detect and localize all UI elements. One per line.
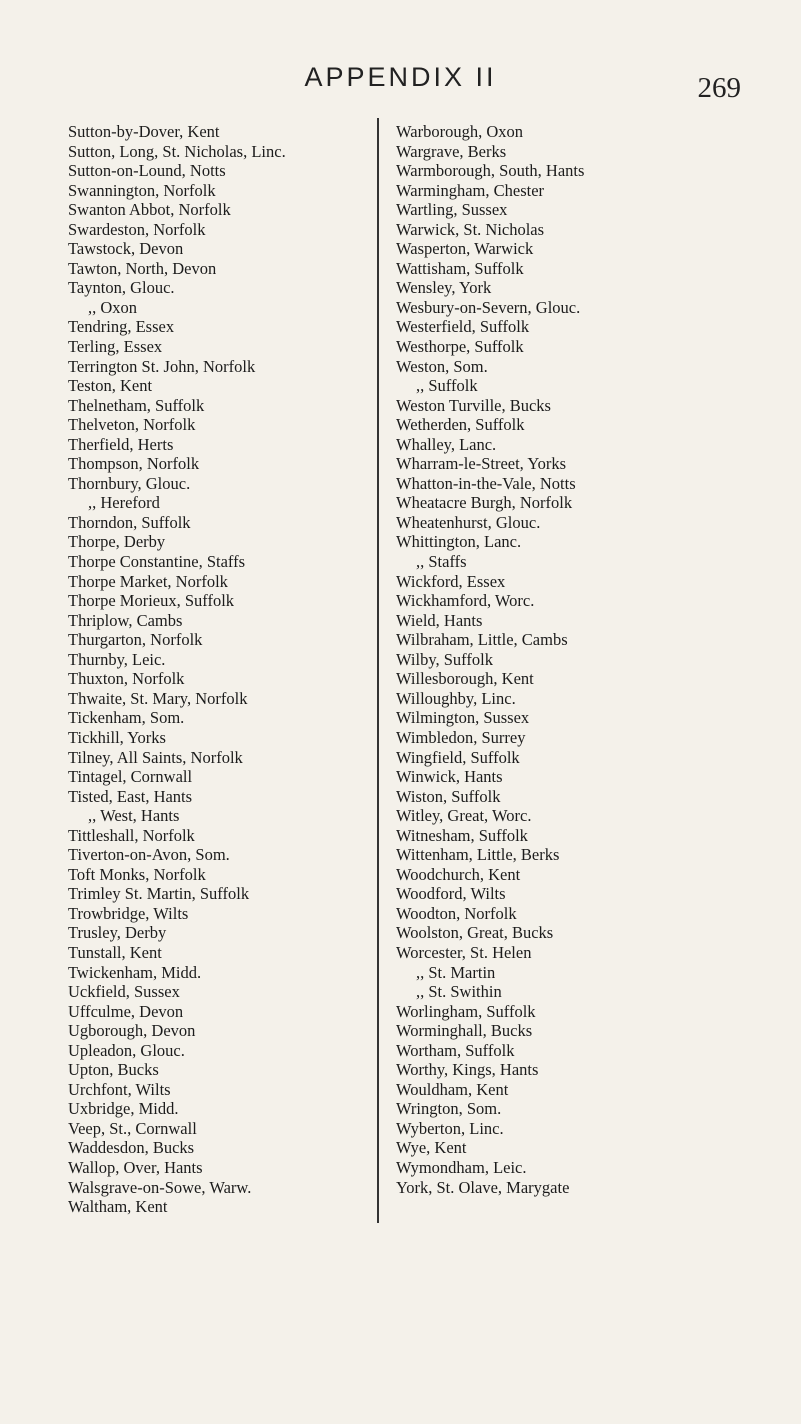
place-entry: ,, Staffs <box>416 552 467 572</box>
place-entry: Woodford, Wilts <box>396 884 506 904</box>
place-entry: Terrington St. John, Norfolk <box>68 356 256 376</box>
place-entry: Wickford, Essex <box>396 571 506 591</box>
place-entry: Whalley, Lanc. <box>396 434 497 454</box>
place-entry: Wittenham, Little, Berks <box>396 845 560 865</box>
place-entry: Wilmington, Sussex <box>396 708 530 728</box>
place-entry: Sutton, Long, St. Nicholas, Linc. <box>68 141 286 161</box>
place-entry: Warborough, Oxon <box>396 122 523 141</box>
place-entry: Uxbridge, Midd. <box>68 1099 179 1119</box>
place-entry: Warwick, St. Nicholas <box>396 219 545 239</box>
place-entry: ,, St. Swithin <box>416 982 502 1002</box>
place-entry: Thelnetham, Suffolk <box>68 395 205 415</box>
place-entry: Warmingham, Chester <box>396 180 545 200</box>
place-entry: Wasperton, Warwick <box>396 239 534 259</box>
place-entry: Swardeston, Norfolk <box>68 219 206 239</box>
place-entry: Thorpe Constantine, Staffs <box>68 552 246 572</box>
place-entry: Wartling, Sussex <box>396 200 508 220</box>
place-entry: Thompson, Norfolk <box>68 454 200 474</box>
place-entry: Wattisham, Suffolk <box>396 258 524 278</box>
place-entry: Swanton Abbot, Norfolk <box>68 200 231 220</box>
place-entry: Sutton-by-Dover, Kent <box>68 122 220 141</box>
place-entry: Thorpe Morieux, Suffolk <box>68 591 235 611</box>
place-entry: Wortham, Suffolk <box>396 1040 515 1060</box>
place-entry: Trowbridge, Wilts <box>68 903 189 923</box>
left-column <box>68 122 408 1217</box>
place-entry: Worlingham, Suffolk <box>396 1001 536 1021</box>
place-entry: Wymondham, Leic. <box>396 1157 527 1177</box>
place-entry: Wheatenhurst, Glouc. <box>396 512 541 532</box>
place-entry: Tunstall, Kent <box>68 942 162 962</box>
place-entry: Wimbledon, Surrey <box>396 727 526 747</box>
page-header <box>0 62 801 102</box>
place-entry: Teston, Kent <box>68 376 153 396</box>
place-entry: Tittleshall, Norfolk <box>68 825 195 845</box>
place-entry: Wickhamford, Worc. <box>396 591 535 611</box>
place-entry: Wiston, Suffolk <box>396 786 501 806</box>
place-entry: Weston Turville, Bucks <box>396 395 551 415</box>
place-entry: Witnesham, Suffolk <box>396 825 528 845</box>
place-entry: Wheatacre Burgh, Norfolk <box>396 493 573 513</box>
place-entry: Tickhill, Yorks <box>68 727 166 747</box>
place-entry: Waltham, Kent <box>68 1197 168 1217</box>
place-entry: Woolston, Great, Bucks <box>396 923 554 943</box>
place-entry: Thornbury, Glouc. <box>68 473 191 493</box>
place-entry: Therfield, Herts <box>68 434 174 454</box>
place-entry: Wyberton, Linc. <box>396 1118 504 1138</box>
place-entry: Tawton, North, Devon <box>68 258 217 278</box>
place-entry: Willesborough, Kent <box>396 669 534 689</box>
place-entry: Witley, Great, Worc. <box>396 806 532 826</box>
place-entry: Thorndon, Suffolk <box>68 512 191 532</box>
place-entry: Twickenham, Midd. <box>68 962 202 982</box>
place-entry: Toft Monks, Norfolk <box>68 864 206 884</box>
place-entry: Thurnby, Leic. <box>68 649 166 669</box>
place-entry: Trusley, Derby <box>68 923 167 943</box>
place-entry: Westhorpe, Suffolk <box>396 337 524 357</box>
place-entry: Taynton, Glouc. <box>68 278 175 298</box>
place-entry: Wharram-le-Street, Yorks <box>396 454 566 474</box>
column-divider <box>377 118 379 1223</box>
place-entry: Waddesdon, Bucks <box>68 1138 195 1158</box>
place-entry: York, St. Olave, Marygate <box>396 1177 570 1197</box>
place-entry: Tickenham, Som. <box>68 708 185 728</box>
place-entry: Warmborough, South, Hants <box>396 161 585 181</box>
place-entry: Tiverton-on-Avon, Som. <box>68 845 230 865</box>
place-entry: Sutton-on-Lound, Notts <box>68 161 226 181</box>
place-entry: Wilby, Suffolk <box>396 649 493 669</box>
place-entry: Trimley St. Martin, Suffolk <box>68 884 250 904</box>
place-entry: Walsgrave-on-Sowe, Warw. <box>68 1177 252 1197</box>
place-entry: Tilney, All Saints, Norfolk <box>68 747 243 767</box>
place-entry: Thriplow, Cambs <box>68 610 183 630</box>
place-entry: Whittington, Lanc. <box>396 532 522 552</box>
place-entry: Tisted, East, Hants <box>68 786 193 806</box>
place-entry: Upton, Bucks <box>68 1060 159 1080</box>
place-entry: Winwick, Hants <box>396 767 503 787</box>
place-entry: Worthy, Kings, Hants <box>396 1060 539 1080</box>
place-entry: Thelveton, Norfolk <box>68 415 196 435</box>
place-entry: Wilbraham, Little, Cambs <box>396 630 568 650</box>
place-entry: ,, West, Hants <box>88 806 180 826</box>
place-entry: Westerfield, Suffolk <box>396 317 530 337</box>
place-entry: Woodton, Norfolk <box>396 903 517 923</box>
place-entry: Wield, Hants <box>396 610 483 630</box>
place-entry: Terling, Essex <box>68 337 163 357</box>
place-entry: Worminghall, Bucks <box>396 1021 533 1041</box>
place-entry: Tendring, Essex <box>68 317 175 337</box>
place-entry: Thorpe, Derby <box>68 532 166 552</box>
place-entry: Wingfield, Suffolk <box>396 747 520 767</box>
place-entry: ,, Suffolk <box>416 376 478 396</box>
right-column <box>396 122 766 1197</box>
place-entry: Urchfont, Wilts <box>68 1079 171 1099</box>
place-entry: Wouldham, Kent <box>396 1079 509 1099</box>
place-entry: Uckfield, Sussex <box>68 982 180 1002</box>
place-entry: Woodchurch, Kent <box>396 864 521 884</box>
place-entry: Wallop, Over, Hants <box>68 1157 203 1177</box>
place-entry: Thwaite, St. Mary, Norfolk <box>68 688 248 708</box>
place-entry: Wesbury-on-Severn, Glouc. <box>396 297 581 317</box>
place-entry: Whatton-in-the-Vale, Notts <box>396 473 576 493</box>
place-entry: Wargrave, Berks <box>396 141 507 161</box>
place-entry: Weston, Som. <box>396 356 488 376</box>
place-entry: ,, Oxon <box>88 297 138 317</box>
place-entry: ,, Hereford <box>88 493 160 513</box>
page-number: 269 <box>697 72 741 104</box>
place-entry: Thurgarton, Norfolk <box>68 630 203 650</box>
place-entry: Worcester, St. Helen <box>396 942 532 962</box>
place-entry: Ugborough, Devon <box>68 1021 196 1041</box>
place-entry: Wetherden, Suffolk <box>396 415 525 435</box>
place-entry: Upleadon, Glouc. <box>68 1040 185 1060</box>
place-entry: Thuxton, Norfolk <box>68 669 185 689</box>
place-entry: ,, St. Martin <box>416 962 496 982</box>
running-head: APPENDIX II <box>304 62 497 92</box>
place-entry: Willoughby, Linc. <box>396 688 516 708</box>
place-entry: Tintagel, Cornwall <box>68 767 193 787</box>
place-entry: Wrington, Som. <box>396 1099 502 1119</box>
place-entry: Wye, Kent <box>396 1138 467 1158</box>
place-entry: Tawstock, Devon <box>68 239 184 259</box>
place-entry: Veep, St., Cornwall <box>68 1118 197 1138</box>
place-entry: Uffculme, Devon <box>68 1001 184 1021</box>
place-entry: Swannington, Norfolk <box>68 180 216 200</box>
place-entry: Thorpe Market, Norfolk <box>68 571 228 591</box>
place-entry: Wensley, York <box>396 278 492 298</box>
